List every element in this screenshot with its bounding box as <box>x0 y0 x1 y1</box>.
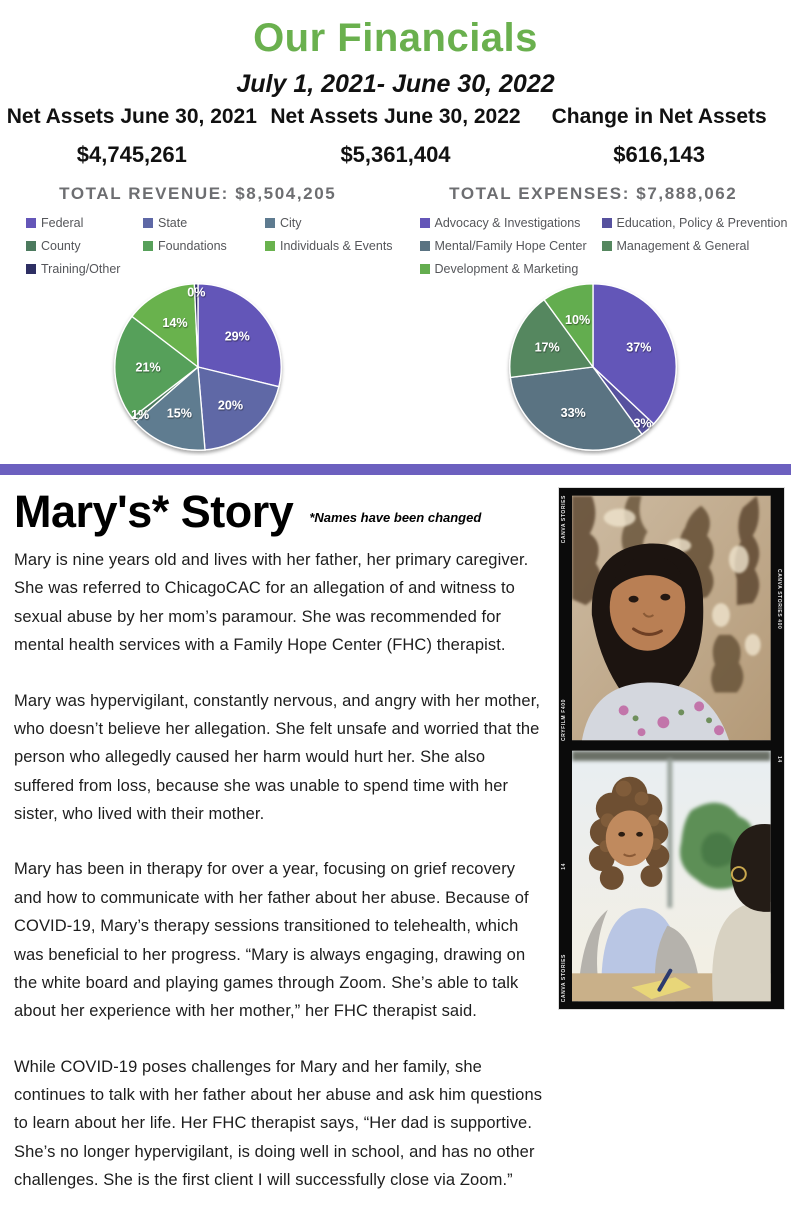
legend-item <box>602 216 791 230</box>
film-text: CANVA STORIES <box>561 495 567 543</box>
expenses-chart-panel <box>396 184 791 456</box>
legend-label: Federal <box>41 216 83 230</box>
pie-slice-label: 37% <box>627 341 652 355</box>
film-text: 14 <box>776 756 782 763</box>
film-text: CANVA STORIES 400 <box>776 569 782 629</box>
story-paragraph: Mary is nine years old and lives with her father, her primary caregiver. She was referred to ChicagoCAC for an allegation of and witness to sexual abuse by her mom’s paramour. She was recommended for mental health services with a Family Hope Center (FHC) therapist. <box>14 546 546 660</box>
pie-slice-label: 15% <box>167 407 192 421</box>
page-title: Our Financials <box>0 16 791 61</box>
stat-label: Net Assets June 30, 2021 <box>0 105 264 129</box>
revenue-chart-panel <box>0 184 396 456</box>
legend-label: State <box>158 216 187 230</box>
purple-divider <box>0 464 791 475</box>
legend-label: Foundations <box>158 239 227 253</box>
legend-swatch <box>26 241 36 251</box>
legend-swatch <box>420 218 430 228</box>
story-text-column <box>14 485 546 1222</box>
stat-value: $5,361,404 <box>264 142 528 168</box>
pie-slice-label: 33% <box>561 406 586 420</box>
story-paragraphs <box>14 546 546 1195</box>
legend-swatch <box>26 218 36 228</box>
legend-swatch <box>143 241 153 251</box>
stat-label: Net Assets June 30, 2022 <box>264 105 528 129</box>
legend-item <box>143 239 265 253</box>
pie-slice-label: 21% <box>135 360 160 374</box>
legend-label: City <box>280 216 302 230</box>
pie-slice-label: 29% <box>224 329 249 343</box>
expenses-legend <box>420 216 791 276</box>
legend-item <box>26 262 143 276</box>
revenue-chart-title: TOTAL REVENUE: $8,504,205 <box>0 184 396 204</box>
photo-therapist-image <box>572 750 771 1002</box>
date-range: July 1, 2021- June 30, 2022 <box>0 70 791 99</box>
photo-frame-therapist <box>572 750 771 1002</box>
story-title: Mary's* Story <box>14 489 293 534</box>
legend-label: Training/Other <box>41 262 120 276</box>
film-strip <box>558 487 785 1010</box>
legend-label: Development & Marketing <box>435 262 579 276</box>
film-text: 14 <box>561 863 567 870</box>
legend-label: Individuals & Events <box>280 239 393 253</box>
story-section <box>0 475 791 1222</box>
legend-item <box>143 216 265 230</box>
pie-slice-label: 17% <box>535 341 560 355</box>
legend-swatch <box>265 241 275 251</box>
stat-value: $4,745,261 <box>0 142 264 168</box>
legend-label: Advocacy & Investigations <box>435 216 581 230</box>
legend-item <box>420 262 602 276</box>
legend-item <box>265 239 396 253</box>
legend-label: County <box>41 239 81 253</box>
photo-frame-girl <box>572 495 771 741</box>
legend-swatch <box>420 264 430 274</box>
pie-slice-label: 1% <box>131 408 149 422</box>
legend-label: Management & General <box>617 239 750 253</box>
film-text: CANVA STORIES <box>561 954 567 1002</box>
pie-slice-label: 0% <box>187 285 205 299</box>
story-note: *Names have been changed <box>309 510 481 534</box>
pie-slice-label: 14% <box>162 316 187 330</box>
legend-swatch <box>602 241 612 251</box>
story-paragraph: Mary has been in therapy for over a year, focusing on grief recovery and how to communicate with her father about her abuse. Because of COVID-19, Mary’s therapy sessions transitioned to telehealth, which was beneficial to her progress. “Mary is always engaging, drawing on the white board and playing games through Zoom. She’s able to talk about her experience with her mother,” her FHC therapist said. <box>14 855 546 1025</box>
photo-girl-image <box>572 495 771 741</box>
legend-item <box>420 239 602 253</box>
charts-section <box>0 184 791 456</box>
pie-slice-label: 3% <box>634 417 652 431</box>
revenue-legend <box>26 216 396 276</box>
pie-slice-label: 10% <box>565 313 590 327</box>
legend-swatch <box>26 264 36 274</box>
legend-item <box>420 216 602 230</box>
stat-value: $616,143 <box>527 142 791 168</box>
revenue-pie-chart <box>109 278 287 456</box>
film-text: CRYFILM F400 <box>561 699 567 741</box>
expenses-pie-chart <box>504 278 682 456</box>
legend-item <box>265 216 396 230</box>
expenses-chart-title: TOTAL EXPENSES: $7,888,062 <box>396 184 791 204</box>
stat-block <box>0 105 264 168</box>
stat-block <box>527 105 791 168</box>
story-paragraph: Mary was hypervigilant, constantly nervous, and angry with her mother, who doesn’t believe her allegation. She felt unsafe and worried that the person who allegedly caused her harm would hurt her. She also suffered from loss, because she was unable to spend time with her sister, who lived with their mother. <box>14 687 546 829</box>
legend-item <box>602 239 791 253</box>
stat-block <box>264 105 528 168</box>
stats-row <box>0 105 791 168</box>
legend-item <box>26 239 143 253</box>
legend-swatch <box>265 218 275 228</box>
legend-item <box>26 216 143 230</box>
story-paragraph: While COVID-19 poses challenges for Mary and her family, she continues to talk with her father about her abuse and ask him questions to learn about her life. Her FHC therapist says, “Her dad is supportive. She’s no longer hypervigilant, is doing well in school, and has no other challenges. She is the first client I will successfully close via Zoom.” <box>14 1053 546 1195</box>
legend-swatch <box>420 241 430 251</box>
legend-swatch <box>602 218 612 228</box>
legend-label: Mental/Family Hope Center <box>435 239 587 253</box>
legend-label: Education, Policy & Prevention <box>617 216 788 230</box>
pie-slice-label: 20% <box>218 398 243 412</box>
photo-column <box>558 485 785 1222</box>
stat-label: Change in Net Assets <box>527 105 791 129</box>
legend-swatch <box>143 218 153 228</box>
